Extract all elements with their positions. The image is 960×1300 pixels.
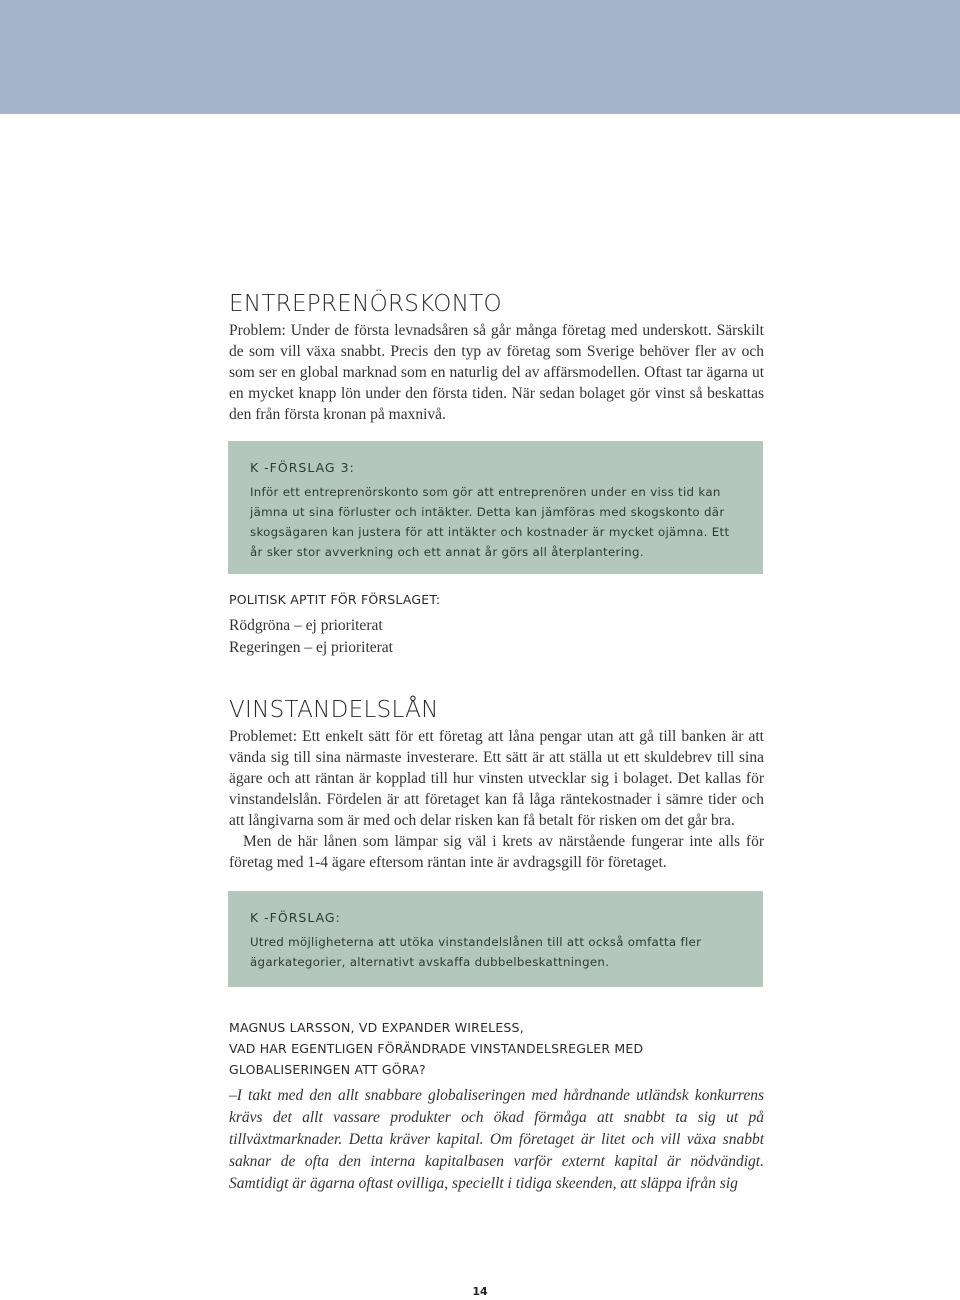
proposal-box-2 bbox=[228, 891, 763, 987]
proposal-box-2-title: K -FÖRSLAG: bbox=[250, 910, 341, 925]
vinstandelslan-paragraph-2: Men de här lånen som lämpar sig väl i krets av närstående fungerar inte alls för företag med 1-4 ägare eftersom räntan inte är avdragsgill för företaget. bbox=[229, 833, 764, 871]
politics-line-regeringen: Regeringen – ej prioriterat bbox=[229, 639, 393, 656]
proposal-box-2-body: Utred möjligheterna att utöka vinstandelslånen till att också omfatta fler ägarkategorier, alternativt avskaffa dubbelbeskattningen. bbox=[250, 935, 702, 969]
proposal-box-1-title: K -FÖRSLAG 3: bbox=[250, 460, 355, 475]
heading-vinstandelslan: VINSTANDELSLÅN bbox=[229, 697, 439, 723]
proposal-box-1-body: Inför ett entreprenörskonto som gör att entreprenören under en viss tid kan jämna ut sina förluster och intäkter. Detta kan jämföras med skogskonto där skogsägaren kan justera för att intäkter och kostnader är mycket ojämna. Ett år sker stor avverkning och ett annat år görs all återplantering. bbox=[250, 485, 730, 559]
politics-heading: POLITISK APTIT FÖR FÖRSLAGET: bbox=[229, 592, 441, 607]
entreprenorskonto-paragraph: Problem: Under de första levnadsåren så går många företag med underskott. Särskilt de som vill växa snabbt. Precis den typ av företag som Sverige behöver fler av och som ser en global marknad som en naturlig del av affärsmodellen. Oftast tar ägarna ut en mycket knapp lön under den första tiden. När sedan bolaget gör vinst så beskattas den från första kronan på maxnivå. bbox=[229, 322, 764, 423]
interview-question-line-2: VAD HAR EGENTLIGEN FÖRÄNDRADE VINSTANDELSREGLER MED bbox=[229, 1041, 644, 1056]
politics-line-rodgrona: Rödgröna – ej prioriterat bbox=[229, 617, 383, 634]
interview-question-line-3: GLOBALISERINGEN ATT GÖRA? bbox=[229, 1062, 426, 1077]
top-color-band bbox=[0, 0, 960, 114]
heading-entreprenorskonto: ENTREPRENÖRSKONTO bbox=[229, 291, 502, 317]
interview-question-line-1: MAGNUS LARSSON, VD EXPANDER WIRELESS, bbox=[229, 1020, 524, 1035]
page-content bbox=[229, 289, 764, 1195]
interview-answer: –I takt med den allt snabbare globaliseringen med hårdnande utländsk konkurrens krävs det allt vassare produkter och ökad förmåga att snabbt ta sig ut på tillväxtmarknader. Detta kräver kapital. Om företaget är litet och vill växa snabbt saknar de ofta den interna kapitalbasen varför externt kapital är nödvändigt. Samtidigt är ägarna oftast ovilliga, speciellt i tidiga skeenden, att släppa ifrån sig bbox=[229, 1087, 764, 1192]
page-number: 14 bbox=[472, 1285, 488, 1298]
proposal-box-1 bbox=[228, 441, 763, 574]
vinstandelslan-paragraph-1: Problemet: Ett enkelt sätt för ett företag att låna pengar utan att gå till banken är att vända sig till sina närmaste investerare. Ett sätt är att ställa ut ett skuldebrev till sina ägare och att räntan är kopplad till hur vinsten utvecklar sig i bolaget. Det kallas för vinstandelslån. Fördelen är att företaget kan få låga räntekostnader i sämre tider och att långivarna som är med och delar risken kan få betalt för risken om det går bra. bbox=[229, 728, 764, 829]
